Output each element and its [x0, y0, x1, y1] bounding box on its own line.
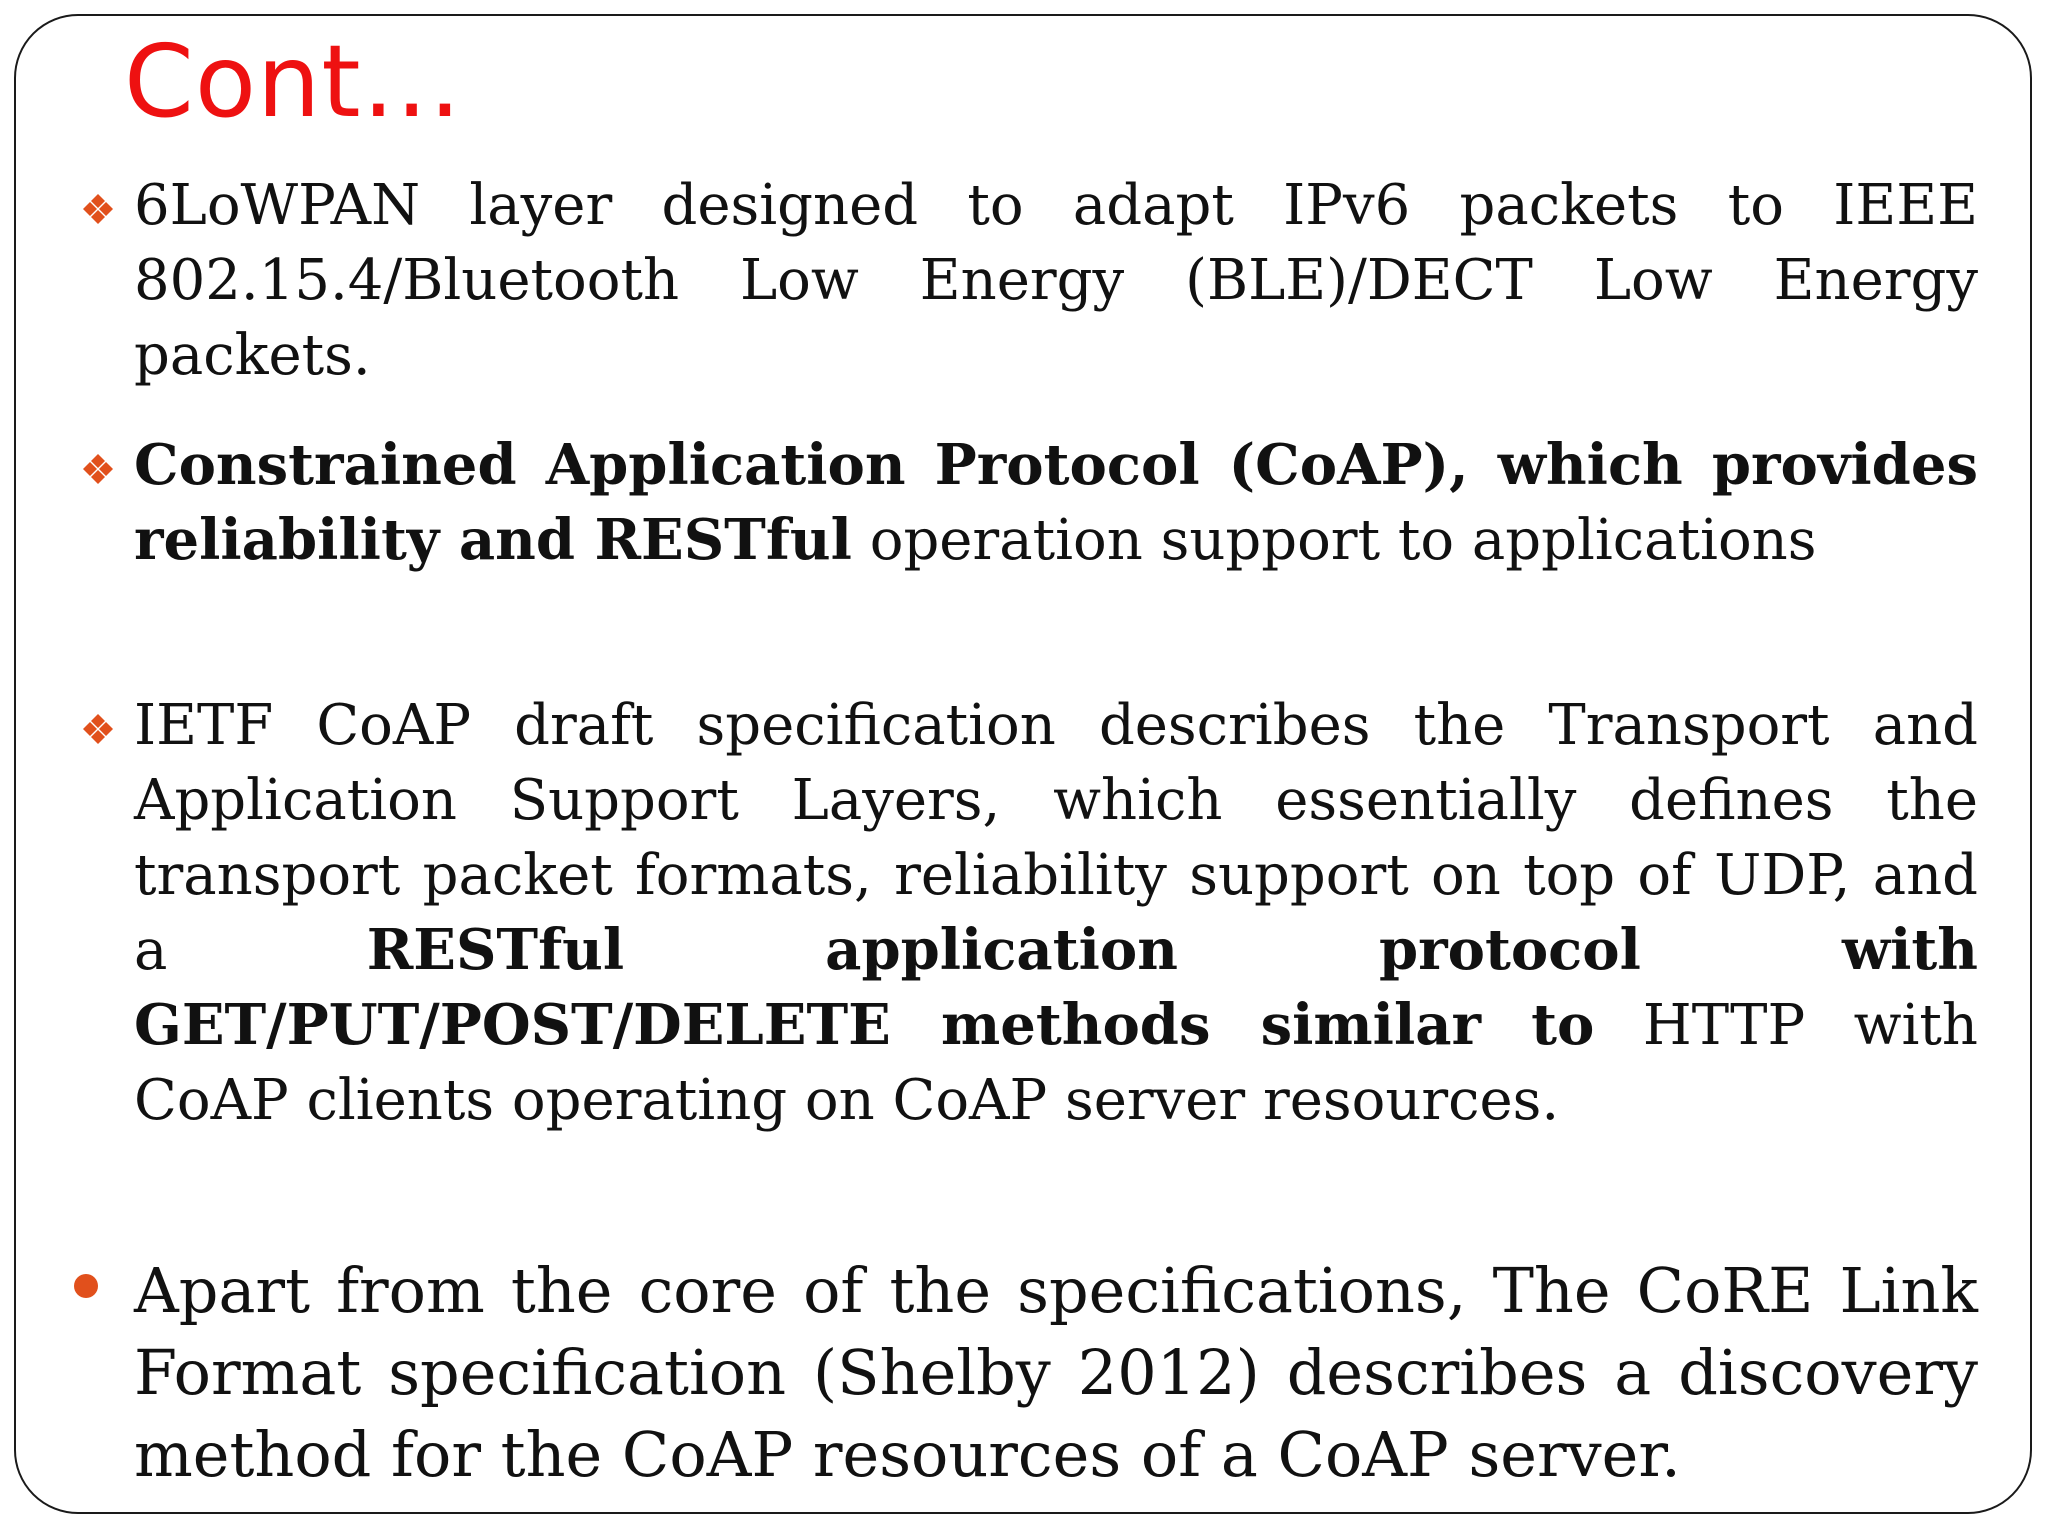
round-bullet-icon	[74, 1274, 98, 1298]
bullet-item-6lowpan	[134, 168, 1978, 393]
slide-title: Cont…	[124, 23, 463, 140]
bullet-text: HTTP with CoAP clients operating on CoAP server resources.	[134, 993, 1978, 1133]
bullet-text: Apart from the core of the specifications, The CoRE Link Format specification (Shelby 2012) describes a discovery method for the CoAP resources of a CoAP server.	[134, 1254, 1978, 1491]
bullet-text: IETF CoAP draft specification describes the Transport and Application Support Layers, which essentially defines the transport packet formats, reliability support on top of UDP, and a	[134, 693, 1978, 983]
four-diamond-bullet-icon	[74, 428, 122, 503]
bullet-item-ietf-coap	[134, 688, 1978, 1138]
four-diamond-bullet-icon	[74, 688, 122, 763]
bullet-item-core-link-format	[134, 1250, 1978, 1496]
bullet-text-bold: RESTful application protocol with GET/PUT/POST/DELETE methods similar to	[134, 917, 1979, 1058]
four-diamond-bullet-icon	[74, 168, 122, 243]
bullet-text-bold: Constrained Application Protocol (CoAP), which provides reliability and RESTful	[134, 432, 1978, 573]
bullet-text: operation support to applications	[851, 508, 1817, 573]
bullet-item-coap	[134, 428, 1978, 578]
bullet-text: 6LoWPAN layer designed to adapt IPv6 packets to IEEE 802.15.4/Bluetooth Low Energy (BLE)/DECT Low Energy packets.	[134, 173, 1978, 388]
